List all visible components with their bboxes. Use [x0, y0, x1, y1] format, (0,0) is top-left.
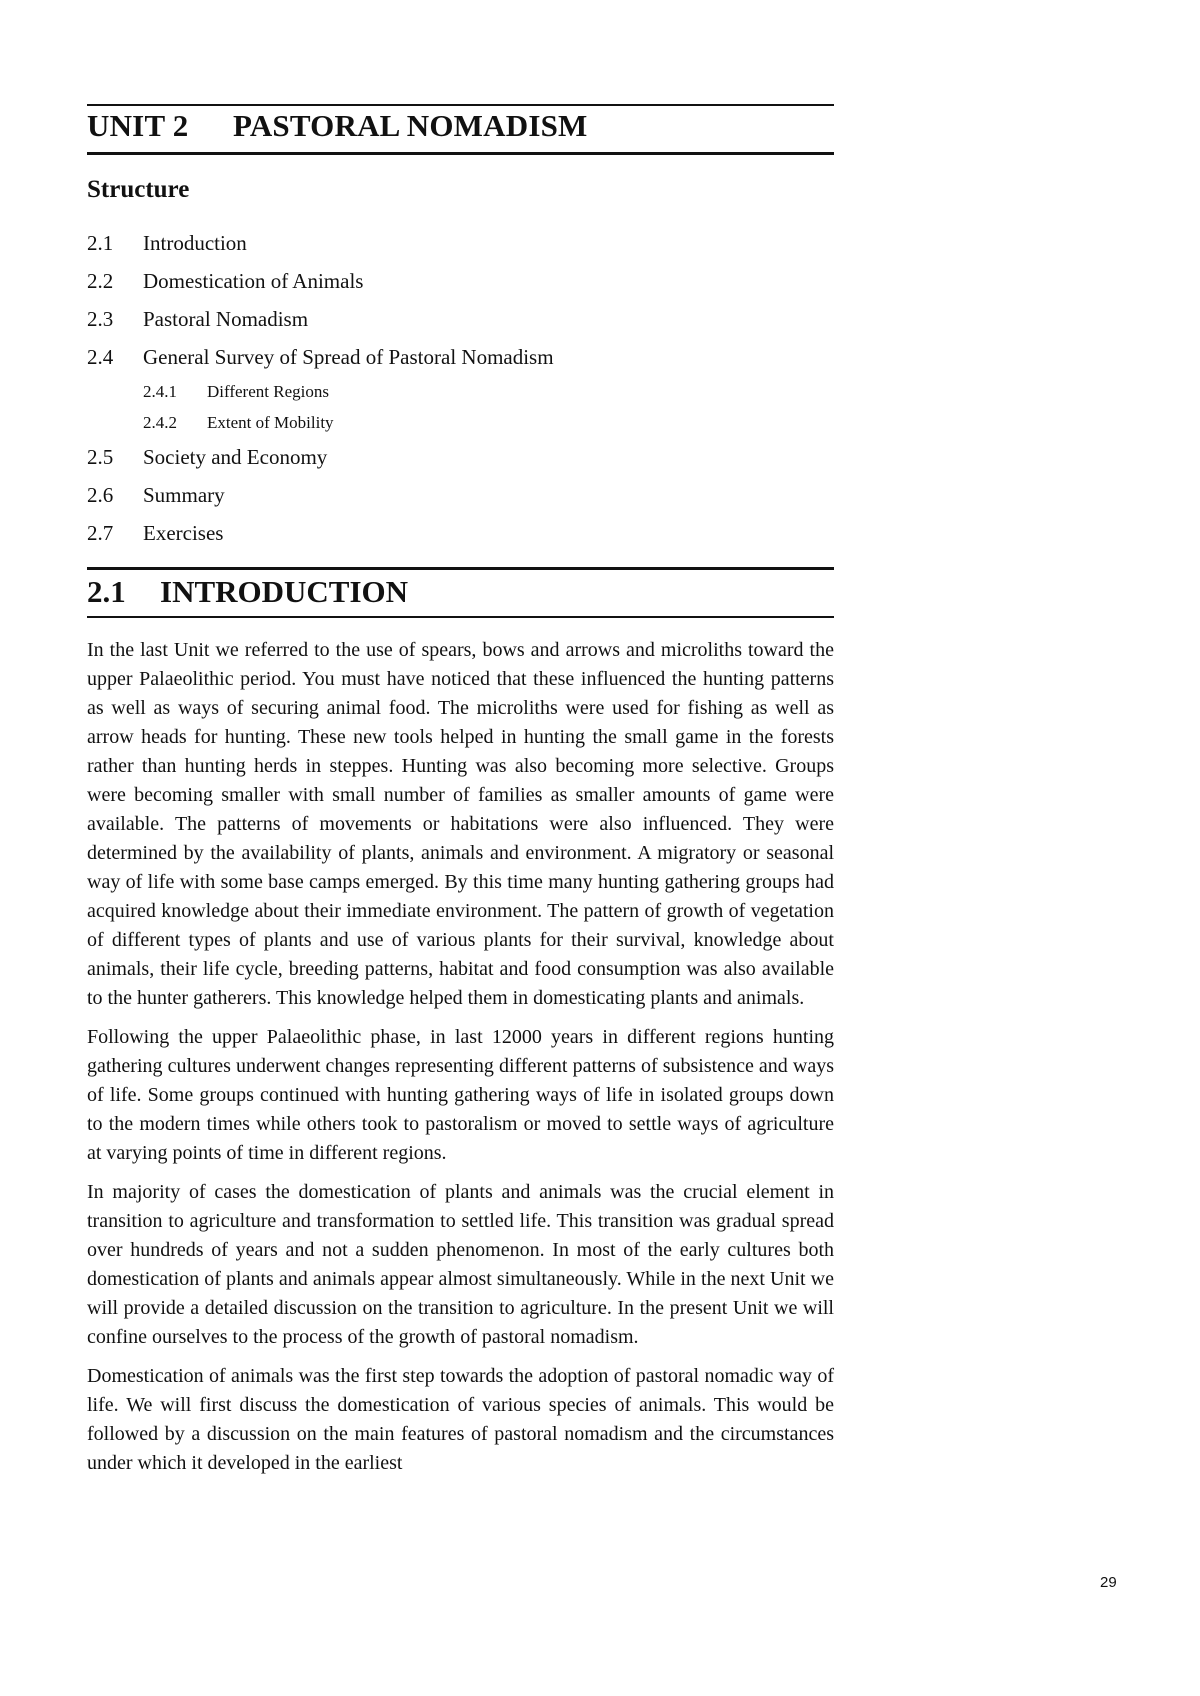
toc-item-2-2	[87, 262, 834, 300]
section-top-rule	[87, 567, 834, 570]
toc-item-label: Extent of Mobility	[207, 413, 334, 432]
toc-item-label: Different Regions	[207, 382, 329, 401]
toc-item-label: Introduction	[143, 231, 247, 255]
structure-heading: Structure	[87, 176, 190, 203]
toc-item-number: 2.6	[87, 483, 114, 507]
toc-item-label: Domestication of Animals	[143, 269, 364, 293]
unit-title	[87, 108, 587, 144]
toc-item-2-3	[87, 300, 834, 338]
toc-item-label: Society and Economy	[143, 445, 328, 469]
toc-item-2-5	[87, 438, 834, 476]
paragraph: Domestication of animals was the first step towards the adoption of pastoral nomadic way of life. We will first discuss the domestication of various species of animals. This would be followed by a discussion on the main features of pastoral nomadism and the circumstances under which it developed in the earliest	[87, 1365, 834, 1474]
page-number: 29	[1100, 1574, 1117, 1591]
section-body	[87, 636, 834, 1488]
toc-item-number: 2.7	[87, 521, 114, 545]
paragraph: In majority of cases the domestication of plants and animals was the crucial element in transition to agriculture and transformation to settled life. This transition was gradual spread over hundreds of years and not a sudden phenomenon. In most of the early cultures both domestication of plants and animals appear almost simultaneously. While in the next Unit we will provide a detailed discussion on the transition to agriculture. In the present Unit we will confine ourselves to the process of the growth of pastoral nomadism.	[87, 1181, 834, 1348]
toc-item-number: 2.4	[87, 345, 114, 369]
toc-subitem-2-4-1	[87, 376, 834, 407]
toc-item-number: 2.3	[87, 307, 114, 331]
section-title	[87, 574, 408, 610]
unit-bottom-rule	[87, 152, 834, 155]
toc-item-label: Exercises	[143, 521, 224, 545]
toc-item-number: 2.4.1	[143, 382, 177, 401]
toc-item-label: General Survey of Spread of Pastoral Nomadism	[143, 345, 554, 369]
toc-item-number: 2.2	[87, 269, 114, 293]
unit-number: UNIT 2	[87, 108, 189, 143]
unit-top-rule	[87, 104, 834, 106]
unit-title-text: PASTORAL NOMADISM	[233, 108, 588, 143]
toc-item-2-1	[87, 224, 834, 262]
toc-item-number: 2.4.2	[143, 413, 177, 432]
toc-item-number: 2.5	[87, 445, 114, 469]
toc-item-2-7	[87, 514, 834, 552]
section-title-text: INTRODUCTION	[160, 574, 409, 609]
section-bottom-rule	[87, 616, 834, 618]
toc-item-number: 2.1	[87, 231, 114, 255]
toc-item-label: Summary	[143, 483, 225, 507]
toc-subitem-2-4-2	[87, 407, 834, 438]
paragraph: In the last Unit we referred to the use of spears, bows and arrows and microliths toward the upper Palaeolithic period. You must have noticed that these influenced the hunting patterns as well as ways of securing animal food. The microliths were used for fishing as well as arrow heads for hunting. These new tools helped in hunting the small game in the forests rather than hunting herds in steppes. Hunting was also becoming more selective. Groups were becoming smaller with small number of families as smaller amounts of game were available. The patterns of movements or habitations were also influenced. They were determined by the availability of plants, animals and environment. A migratory or seasonal way of life with some base camps emerged. By this time many hunting gathering groups had acquired knowledge about their immediate environment. The pattern of growth of vegetation of different types of plants and use of various plants for their survival, knowledge about animals, their life cycle, breeding patterns, habitat and food consumption was also available to the hunter gatherers. This knowledge helped them in domesticating plants and animals.	[87, 639, 834, 1009]
paragraph: Following the upper Palaeolithic phase, in last 12000 years in different regions hunting gathering cultures underwent changes representing different patterns of subsistence and ways of life. Some groups continued with hunting gathering ways of life in isolated groups down to the modern times while others took to pastoralism or moved to settle ways of agriculture at varying points of time in different regions.	[87, 1026, 834, 1164]
structure-list	[87, 224, 834, 552]
toc-item-2-4	[87, 338, 834, 376]
toc-item-label: Pastoral Nomadism	[143, 307, 309, 331]
toc-item-2-6	[87, 476, 834, 514]
section-number: 2.1	[87, 574, 126, 609]
